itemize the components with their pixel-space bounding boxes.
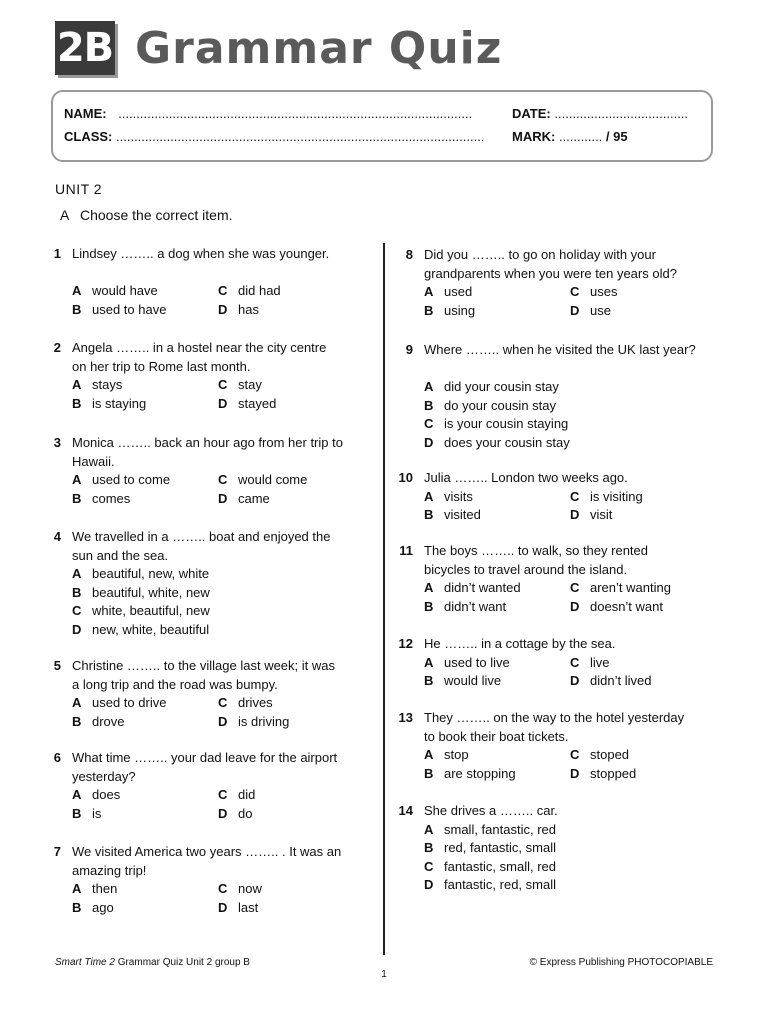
question-stem: Christine …….. to the village last week; it was a long trip and the road was bumpy.: [72, 658, 335, 692]
option-text: are stopping: [444, 765, 516, 781]
option-c[interactable]: [424, 858, 556, 877]
question-stem: Angela …….. in a hostel near the city centre on her trip to Rome last month.: [72, 340, 327, 374]
option-a[interactable]: [424, 746, 469, 765]
name-label: NAME:: [64, 106, 107, 121]
option-text: fantastic, small, red: [444, 858, 556, 874]
option-c[interactable]: [570, 579, 671, 598]
question-stem: We travelled in a …….. boat and enjoyed the sun and the sea.: [72, 529, 331, 563]
option-letter: A: [72, 787, 82, 802]
option-b[interactable]: [424, 302, 475, 321]
option-b[interactable]: [72, 584, 210, 603]
question-number: 4: [53, 529, 61, 544]
option-letter: B: [72, 395, 82, 411]
option-letter: A: [72, 695, 82, 710]
option-letter: B: [424, 765, 434, 781]
option-text: drove: [92, 713, 125, 729]
question-stem: Where …….. when he visited the UK last year?: [424, 342, 696, 357]
option-letter: C: [218, 472, 228, 487]
mark-field[interactable]: [512, 129, 628, 144]
option-text: ago: [92, 899, 114, 915]
option-letter: B: [424, 840, 434, 855]
question-number: 9: [405, 342, 413, 357]
option-letter: B: [72, 584, 82, 600]
option-c[interactable]: [424, 415, 568, 434]
option-letter: C: [218, 881, 228, 896]
option-text: did: [238, 787, 256, 802]
option-text: do your cousin stay: [444, 397, 557, 413]
option-text: didn’t wanted: [444, 580, 521, 595]
option-a[interactable]: [72, 565, 209, 584]
option-c[interactable]: [218, 880, 262, 899]
option-a[interactable]: [72, 694, 166, 713]
question-number: 8: [405, 247, 413, 262]
question-stem: They …….. on the way to the hotel yesterday to book their boat tickets.: [424, 710, 685, 744]
question-number: 11: [399, 543, 413, 558]
mark-total: / 95: [605, 129, 628, 144]
question-stem: We visited America two years …….. . It was an amazing trip!: [72, 844, 342, 878]
option-text: is visiting: [590, 488, 643, 504]
question-number: 10: [398, 470, 413, 485]
option-b[interactable]: [72, 301, 166, 320]
option-text: stays: [92, 377, 123, 392]
option-text: visited: [444, 507, 481, 522]
option-a[interactable]: [72, 880, 117, 899]
question-stem: He …….. in a cottage by the sea.: [424, 636, 616, 651]
option-d[interactable]: [218, 899, 258, 918]
option-text: has: [238, 301, 259, 317]
option-text: is driving: [238, 713, 290, 729]
option-text: used: [444, 284, 473, 299]
option-letter: C: [570, 488, 580, 504]
option-letter: D: [570, 765, 580, 781]
option-letter: D: [218, 395, 228, 411]
option-letter: A: [424, 379, 434, 394]
option-b[interactable]: [424, 839, 556, 858]
option-text: using: [444, 302, 476, 318]
mark-dots: ............: [558, 129, 603, 144]
option-letter: A: [72, 566, 82, 581]
option-text: now: [238, 881, 262, 896]
option-letter: C: [218, 787, 228, 802]
option-b[interactable]: [72, 713, 125, 732]
option-letter: D: [570, 598, 580, 614]
option-text: visit: [590, 507, 613, 522]
student-info-box: [51, 90, 713, 162]
option-text: didn’t lived: [590, 673, 652, 688]
option-b[interactable]: [72, 805, 101, 824]
option-a[interactable]: [72, 376, 122, 395]
option-text: aren’t wanting: [590, 580, 671, 595]
option-letter: C: [570, 654, 580, 670]
option-a[interactable]: [424, 654, 510, 673]
option-c[interactable]: [218, 471, 307, 490]
option-letter: D: [218, 301, 228, 317]
option-text: live: [590, 654, 610, 670]
option-text: new, white, beautiful: [92, 621, 210, 637]
option-text: stoped: [590, 747, 630, 762]
option-c[interactable]: [218, 694, 273, 713]
quiz-title: Grammar Quiz: [135, 22, 503, 74]
option-c[interactable]: [570, 488, 643, 507]
option-letter: C: [570, 580, 580, 595]
question-stem: She drives a …….. car.: [424, 803, 558, 818]
option-text: fantastic, red, small: [444, 877, 556, 892]
option-letter: B: [424, 673, 434, 688]
option-letter: B: [72, 713, 82, 729]
option-letter: C: [72, 603, 82, 618]
option-b[interactable]: [72, 490, 130, 509]
option-letter: D: [424, 877, 434, 892]
option-text: beautiful, new, white: [92, 566, 210, 581]
option-text: beautiful, white, new: [92, 584, 210, 600]
option-letter: A: [72, 472, 82, 487]
quiz-badge: 2B: [55, 21, 115, 75]
option-text: then: [92, 881, 118, 896]
option-text: comes: [92, 490, 131, 506]
option-d[interactable]: [570, 506, 612, 525]
option-letter: C: [218, 695, 228, 710]
option-text: last: [238, 899, 259, 915]
option-letter: D: [424, 434, 434, 450]
option-d[interactable]: [424, 434, 570, 453]
option-letter: A: [424, 488, 434, 504]
option-text: use: [590, 302, 611, 318]
option-d[interactable]: [218, 395, 276, 414]
option-letter: B: [424, 598, 434, 614]
section-instruction: [60, 207, 233, 223]
option-c[interactable]: [218, 282, 281, 301]
option-letter: C: [218, 283, 228, 298]
question-stem: Did you …….. to go on holiday with your grandparents when you were ten years old?: [424, 247, 677, 281]
footer-copyright: © Express Publishing PHOTOCOPIABLE: [529, 957, 713, 968]
option-text: would have: [92, 283, 158, 298]
option-a[interactable]: [424, 579, 521, 598]
date-dots: .....................................: [554, 106, 689, 121]
option-letter: B: [72, 301, 82, 317]
option-d[interactable]: [218, 713, 289, 732]
option-text: used to live: [444, 654, 510, 670]
option-letter: B: [424, 507, 434, 522]
option-c[interactable]: [218, 376, 262, 395]
footer-book-title: Smart Time 2: [55, 957, 115, 968]
option-text: visits: [444, 488, 473, 504]
option-text: does your cousin stay: [444, 434, 570, 450]
option-letter: B: [424, 397, 434, 413]
date-field[interactable]: [512, 106, 688, 121]
column-divider: [383, 243, 385, 955]
option-c[interactable]: [218, 786, 255, 805]
option-d[interactable]: [570, 598, 663, 617]
option-text: stay: [238, 377, 262, 392]
option-b[interactable]: [72, 395, 146, 414]
option-c[interactable]: [72, 602, 210, 621]
option-a[interactable]: [424, 283, 472, 302]
option-d[interactable]: [72, 621, 209, 640]
question-number: 3: [53, 435, 61, 450]
option-letter: D: [570, 673, 580, 688]
option-text: red, fantastic, small: [444, 840, 556, 855]
option-letter: A: [424, 747, 434, 762]
class-field[interactable]: [64, 129, 484, 144]
option-letter: A: [424, 821, 434, 837]
option-a[interactable]: [72, 282, 158, 301]
option-letter: A: [424, 284, 434, 299]
option-c[interactable]: [570, 283, 617, 302]
option-text: would come: [238, 472, 308, 487]
option-text: stop: [444, 747, 469, 762]
instruction-text: Choose the correct item.: [80, 207, 233, 223]
option-text: doesn’t want: [590, 598, 663, 614]
option-b[interactable]: [424, 598, 506, 617]
option-text: did your cousin stay: [444, 379, 559, 394]
option-text: would live: [444, 673, 502, 688]
option-text: is staying: [92, 395, 147, 411]
question-number: 14: [398, 803, 413, 818]
option-d[interactable]: [218, 805, 252, 824]
option-text: white, beautiful, new: [92, 603, 210, 618]
date-label: DATE:: [512, 106, 551, 121]
option-b[interactable]: [424, 506, 481, 525]
option-a[interactable]: [72, 471, 170, 490]
option-text: is your cousin staying: [444, 416, 569, 431]
option-text: is: [92, 805, 102, 821]
section-letter: A: [60, 207, 70, 223]
option-d[interactable]: [570, 672, 651, 691]
option-text: uses: [590, 284, 618, 299]
question-number: 6: [53, 750, 61, 765]
option-letter: D: [570, 507, 580, 522]
question-stem: The boys …….. to walk, so they rented bicycles to travel around the island.: [424, 543, 648, 577]
question-number: 1: [53, 246, 61, 261]
option-letter: A: [72, 377, 82, 392]
option-b[interactable]: [424, 765, 516, 784]
option-text: used to have: [92, 301, 167, 317]
question-stem: Monica …….. back an hour ago from her trip to Hawaii.: [72, 435, 343, 469]
option-letter: A: [72, 283, 82, 298]
question-stem: What time …….. your dad leave for the airport yesterday?: [72, 750, 338, 784]
option-b[interactable]: [72, 899, 114, 918]
question-number: 13: [398, 710, 413, 725]
option-text: came: [238, 490, 270, 506]
option-letter: B: [72, 899, 82, 915]
page-number: 1: [381, 969, 387, 980]
option-a[interactable]: [424, 488, 473, 507]
question-number: 7: [53, 844, 61, 859]
question-number: 2: [53, 340, 61, 355]
option-letter: D: [218, 899, 228, 915]
option-d[interactable]: [570, 302, 611, 321]
option-letter: B: [72, 805, 82, 821]
option-text: did had: [238, 283, 281, 298]
option-text: used to drive: [92, 695, 167, 710]
option-letter: C: [570, 284, 580, 299]
option-c[interactable]: [570, 746, 629, 765]
option-letter: B: [424, 302, 434, 318]
option-text: stopped: [590, 765, 637, 781]
question-number: 12: [398, 636, 413, 651]
option-letter: C: [570, 747, 580, 762]
option-b[interactable]: [424, 397, 556, 416]
option-letter: C: [218, 377, 228, 392]
option-letter: D: [218, 805, 228, 821]
question-stem: Julia …….. London two weeks ago.: [424, 470, 628, 485]
option-letter: D: [218, 490, 228, 506]
option-text: small, fantastic, red: [444, 821, 556, 837]
option-d[interactable]: [424, 876, 556, 895]
option-text: stayed: [238, 395, 277, 411]
name-dots: ..................................................................................................: [118, 106, 473, 121]
footer-left-text: Grammar Quiz Unit 2 group B: [114, 957, 250, 968]
option-a[interactable]: [72, 786, 120, 805]
option-letter: C: [424, 858, 434, 874]
mark-label: MARK:: [512, 129, 556, 144]
option-letter: D: [218, 713, 228, 729]
option-b[interactable]: [424, 672, 501, 691]
option-text: do: [238, 805, 253, 821]
option-text: does: [92, 787, 121, 802]
unit-heading: UNIT 2: [55, 181, 103, 197]
option-c[interactable]: [570, 654, 610, 673]
footer-credit: [55, 957, 250, 968]
option-d[interactable]: [570, 765, 636, 784]
question-stem: Lindsey …….. a dog when she was younger.: [72, 246, 330, 261]
option-letter: A: [72, 881, 82, 896]
option-text: used to come: [92, 472, 171, 487]
option-d[interactable]: [218, 490, 270, 509]
option-letter: D: [72, 621, 82, 637]
class-label: CLASS:: [64, 129, 113, 144]
option-a[interactable]: [424, 378, 559, 397]
option-letter: D: [570, 302, 580, 318]
option-letter: C: [424, 416, 434, 431]
option-text: drives: [238, 695, 273, 710]
name-field[interactable]: [64, 106, 472, 121]
option-text: didn’t want: [444, 598, 507, 614]
quiz-header: [55, 20, 502, 76]
class-dots: ......................................................................................................: [116, 129, 485, 144]
option-a[interactable]: [424, 821, 556, 840]
option-d[interactable]: [218, 301, 259, 320]
question-number: 5: [53, 658, 61, 673]
option-letter: B: [72, 490, 82, 506]
option-letter: A: [424, 580, 434, 595]
option-letter: A: [424, 654, 434, 670]
